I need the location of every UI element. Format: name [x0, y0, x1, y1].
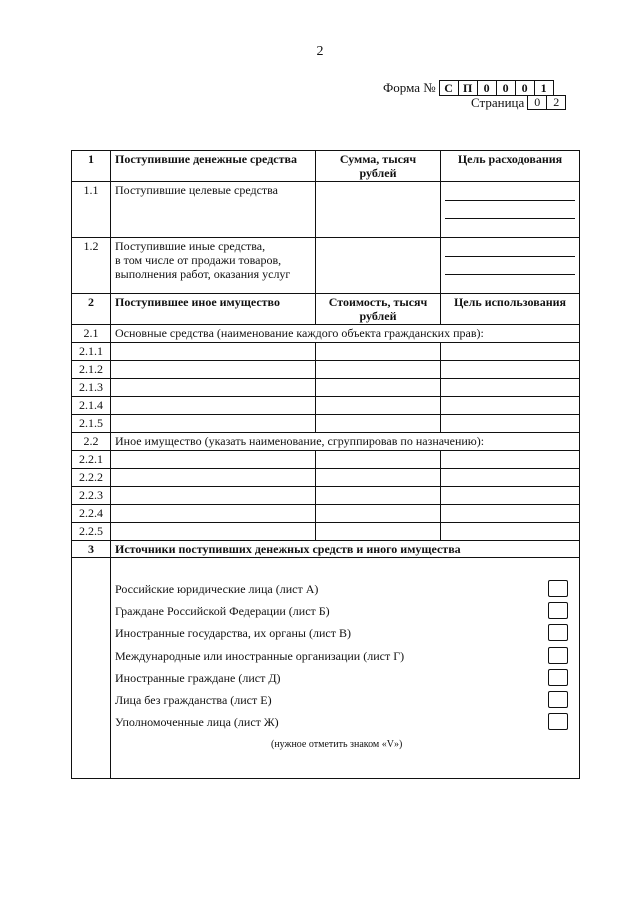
use-cell[interactable] — [441, 469, 580, 487]
page-code-line — [471, 95, 566, 110]
source-label: Уполномоченные лица (лист Ж) — [115, 715, 279, 729]
form-code-cell: П — [459, 81, 478, 95]
table-row — [72, 487, 580, 505]
use-cell[interactable] — [441, 397, 580, 415]
value-cell[interactable] — [316, 469, 441, 487]
name-cell[interactable] — [111, 505, 316, 523]
row-label-line: в том числе от продажи товаров, — [115, 253, 282, 267]
sources-list — [111, 558, 579, 778]
form-code-cell: С — [440, 81, 459, 95]
row-2-1 — [72, 325, 580, 343]
section-1-header — [72, 151, 580, 182]
section-title: Источники поступивших денежных средств и иного имущества — [111, 541, 580, 558]
source-label: Граждане Российской Федерации (лист Б) — [115, 604, 330, 618]
source-label: Лица без гражданства (лист Е) — [115, 693, 272, 707]
form-code-cell: 0 — [497, 81, 516, 95]
form-code-cell: 0 — [478, 81, 497, 95]
row-number: 2.2 — [72, 433, 111, 451]
column-header-use: Цель использования — [441, 294, 580, 325]
row-number: 1.1 — [72, 182, 111, 238]
table-row — [72, 523, 580, 541]
section-number: 2 — [72, 294, 111, 325]
row-2-2 — [72, 433, 580, 451]
section-number: 1 — [72, 151, 111, 182]
row-1-1 — [72, 182, 580, 238]
source-checkbox[interactable] — [548, 602, 568, 619]
use-cell[interactable] — [441, 451, 580, 469]
source-checkbox[interactable] — [548, 713, 568, 730]
use-cell[interactable] — [441, 361, 580, 379]
section-title: Поступившее иное имущество — [111, 294, 316, 325]
sources-cell — [111, 558, 580, 779]
sum-cell[interactable] — [316, 238, 441, 294]
value-cell[interactable] — [316, 379, 441, 397]
source-checkbox[interactable] — [548, 691, 568, 708]
form-number-label: Форма № — [383, 80, 436, 95]
row-label — [111, 238, 316, 294]
value-cell[interactable] — [316, 415, 441, 433]
form-code-cell: 1 — [540, 81, 547, 95]
table-row — [72, 415, 580, 433]
row-number: 2.1.5 — [72, 415, 111, 433]
use-cell[interactable] — [441, 379, 580, 397]
use-cell[interactable] — [441, 505, 580, 523]
row-number: 2.1 — [72, 325, 111, 343]
row-label: Иное имущество (указать наименование, сгруппировав по назначению): — [111, 433, 580, 451]
use-cell[interactable] — [441, 487, 580, 505]
page-number: 2 — [316, 44, 324, 59]
name-cell[interactable] — [111, 487, 316, 505]
page-code-label: Страница — [471, 94, 525, 110]
purpose-cell[interactable] — [441, 182, 580, 238]
row-number: 2.1.2 — [72, 361, 111, 379]
value-cell[interactable] — [316, 487, 441, 505]
name-cell[interactable] — [111, 343, 316, 361]
source-label: Российские юридические лица (лист А) — [115, 582, 319, 596]
sources-row — [72, 558, 580, 779]
value-cell[interactable] — [316, 343, 441, 361]
instruction-note: (нужное отметить знаком «V») — [271, 739, 403, 750]
row-number: 2.2.3 — [72, 487, 111, 505]
column-header-purpose: Цель расходования — [441, 151, 580, 182]
row-1-2 — [72, 238, 580, 294]
name-cell[interactable] — [111, 523, 316, 541]
table-row — [72, 505, 580, 523]
section-2-header — [72, 294, 580, 325]
row-label: Поступившие целевые средства — [111, 182, 316, 238]
source-checkbox[interactable] — [548, 624, 568, 641]
section-title: Поступившие денежные средства — [111, 151, 316, 182]
column-header-value: Стоимость, тысяч рублей — [316, 294, 441, 325]
source-checkbox[interactable] — [548, 580, 568, 597]
value-cell[interactable] — [316, 451, 441, 469]
form-code-cell: 0 — [516, 81, 535, 95]
funds-table — [71, 150, 580, 779]
row-label: Основные средства (наименование каждого объекта гражданских прав): — [111, 325, 580, 343]
use-cell[interactable] — [441, 343, 580, 361]
row-label-line: выполнения работ, оказания услуг — [115, 267, 291, 281]
form-number-line — [383, 80, 554, 96]
value-cell[interactable] — [316, 523, 441, 541]
row-label-line: Поступившие иные средства, — [115, 239, 266, 253]
name-cell[interactable] — [111, 451, 316, 469]
table-row — [72, 451, 580, 469]
row-number: 2.1.3 — [72, 379, 111, 397]
purpose-cell[interactable] — [441, 238, 580, 294]
row-number: 2.2.5 — [72, 523, 111, 541]
column-header-sum: Сумма, тысяч рублей — [316, 151, 441, 182]
sources-number-cell — [72, 558, 111, 779]
sum-cell[interactable] — [316, 182, 441, 238]
table-row — [72, 361, 580, 379]
name-cell[interactable] — [111, 415, 316, 433]
name-cell[interactable] — [111, 379, 316, 397]
row-number: 2.1.4 — [72, 397, 111, 415]
use-cell[interactable] — [441, 523, 580, 541]
source-checkbox[interactable] — [548, 647, 568, 664]
source-checkbox[interactable] — [548, 669, 568, 686]
row-number: 2.1.1 — [72, 343, 111, 361]
table-row — [72, 397, 580, 415]
source-label: Международные или иностранные организации (лист Г) — [115, 649, 405, 663]
name-cell[interactable] — [111, 397, 316, 415]
value-cell[interactable] — [316, 361, 441, 379]
table-row — [72, 343, 580, 361]
source-label: Иностранные граждане (лист Д) — [115, 671, 281, 685]
value-cell[interactable] — [316, 505, 441, 523]
use-cell[interactable] — [441, 415, 580, 433]
table-row — [72, 469, 580, 487]
section-number: 3 — [72, 541, 111, 558]
row-number: 2.2.4 — [72, 505, 111, 523]
table-row — [72, 379, 580, 397]
page-code-cell: 2 — [553, 95, 560, 109]
value-cell[interactable] — [316, 397, 441, 415]
row-number: 1.2 — [72, 238, 111, 294]
name-cell[interactable] — [111, 361, 316, 379]
name-cell[interactable] — [111, 469, 316, 487]
row-number: 2.2.2 — [72, 469, 111, 487]
row-number: 2.2.1 — [72, 451, 111, 469]
section-3-header — [72, 541, 580, 558]
page-code-cell: 0 — [528, 96, 547, 109]
page-code-cells — [527, 95, 566, 110]
source-label: Иностранные государства, их органы (лист В) — [115, 626, 351, 640]
